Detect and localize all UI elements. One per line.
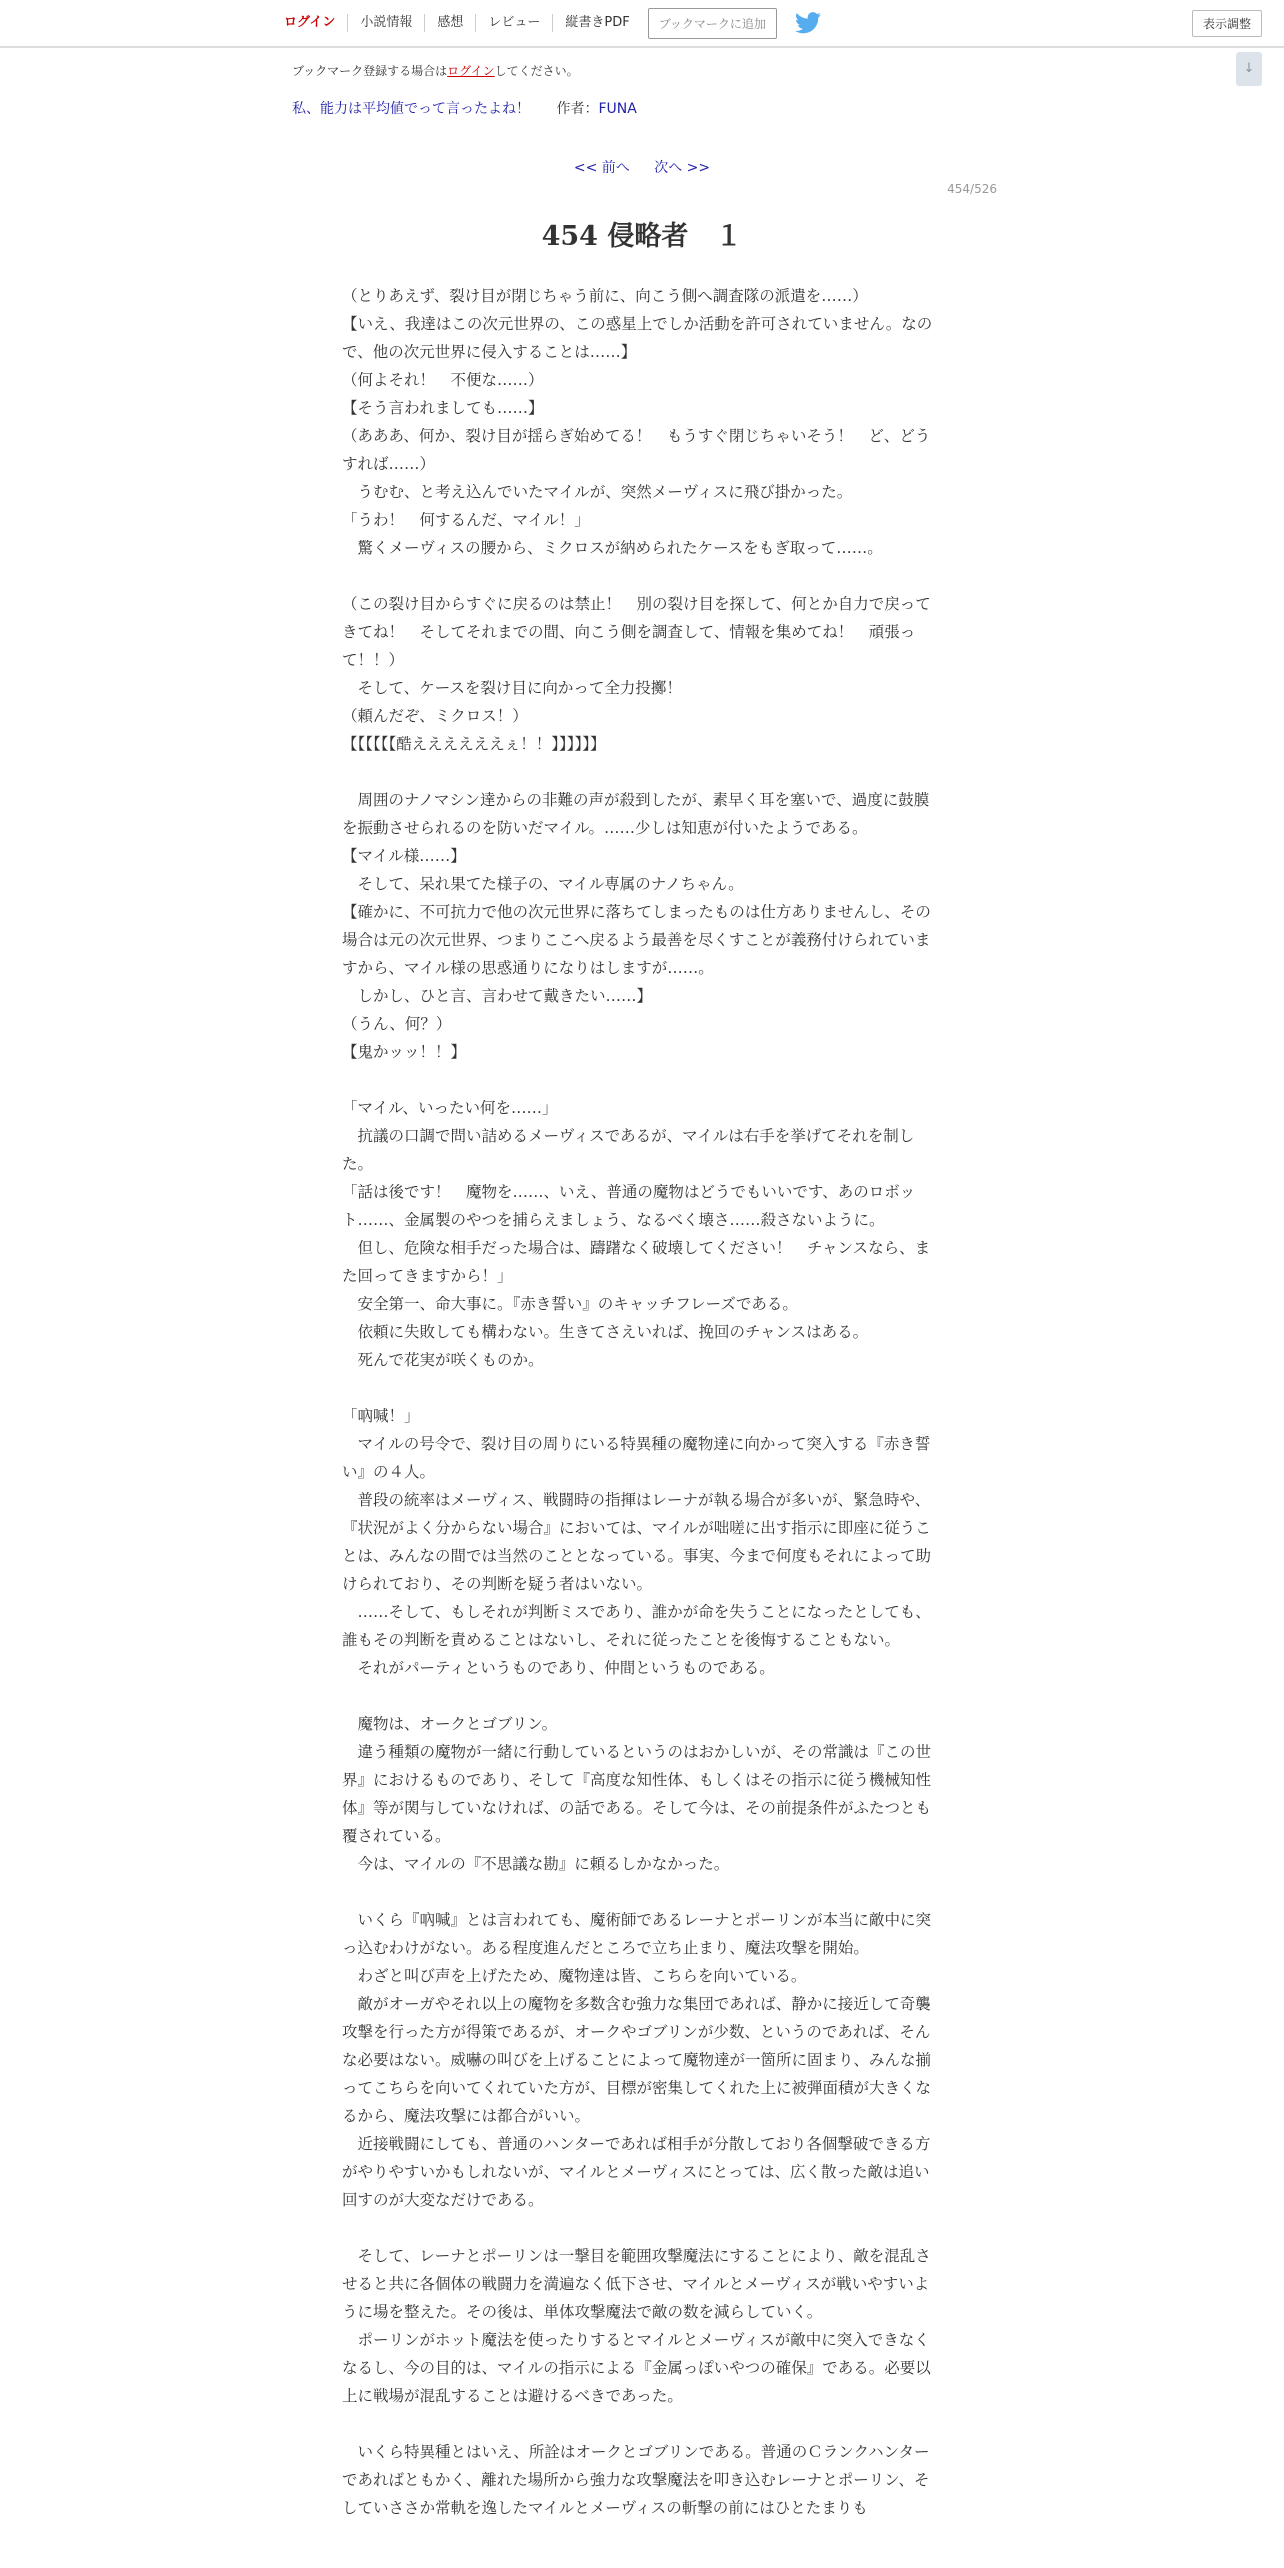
author-name-link[interactable]: FUNA	[598, 101, 637, 117]
body-paragraph: 【確かに、不可抗力で他の次元世界に落ちてしまったものは仕方ありませんし、その場合は元の次元世界、つまりここへ戻るよう最善を尽くすことが義務付けられていますから、マイル様の思惑通りになりはしますが……。	[342, 903, 931, 977]
chapter-title: 454 侵略者 １	[541, 221, 743, 252]
novel-info-link[interactable]: 小説情報	[347, 14, 424, 32]
blank-line	[342, 1878, 938, 1906]
body-paragraph: 依頼に失敗しても構わない。生きてさえいれば、挽回のチャンスはある。	[342, 1323, 869, 1341]
bookmark-login-notice	[292, 62, 579, 79]
novel-title-link[interactable]: 私、能力は平均値でって言ったよね！	[292, 101, 530, 117]
body-paragraph: いくら『吶喊』とは言われても、魔術師であるレーナとポーリンが本当に敵中に突っ込むわけがない。ある程度進んだところで立ち止まり、魔法攻撃を開始。	[342, 1911, 932, 1957]
blank-line	[342, 1374, 938, 1402]
display-settings-button[interactable]: 表示調整	[1192, 10, 1262, 37]
body-paragraph: （この裂け目からすぐに戻るのは禁止！ 別の裂け目を探して、何とか自力で戻ってきてね！ そしてそれまでの間、向こう側を調査して、情報を集めてね！ 頑張って！！）	[342, 595, 931, 669]
body-paragraph: そして、ケースを裂け目に向かって全力投擲！	[342, 679, 682, 697]
body-paragraph: 「マイル、いったい何を……」	[342, 1099, 558, 1117]
blank-line	[342, 1682, 938, 1710]
body-paragraph: 敵がオーガやそれ以上の魔物を多数含む強力な集団であれば、静かに接近して奇襲攻撃を行った方が得策であるが、オークやゴブリンが少数、というのであれば、そんな必要はない。威嚇の叫びを上げることによって魔物達が一箇所に固まり、みんな揃ってこちらを向いてくれていた方が、目標が密集してくれた上に被弾面積が大きくなるから、魔法攻撃には都合がいい。	[342, 1995, 932, 2125]
vertical-pdf-link[interactable]: 縦書きPDF	[552, 14, 641, 32]
body-paragraph: 死んで花実が咲くものか。	[342, 1351, 544, 1369]
blank-line	[342, 2410, 938, 2438]
top-navigation-bar	[0, 0, 1284, 48]
body-paragraph: 違う種類の魔物が一緒に行動しているというのはおかしいが、その常識は『この世界』におけるものであり、そして『高度な知性体、もしくはその指示に従う機械知性体』等が関与していなければ、の話である。そして今は、その前提条件がふたつとも覆されている。	[342, 1743, 932, 1845]
author-label: 作者：	[556, 101, 599, 117]
body-paragraph: 「うわ！ 何するんだ、マイル！」	[342, 511, 590, 529]
body-paragraph: 驚くメーヴィスの腰から、ミクロスが納められたケースをもぎ取って……。	[342, 539, 883, 557]
body-paragraph: マイルの号令で、裂け目の周りにいる特異種の魔物達に向かって突入する『赤き誓い』の４人。	[342, 1435, 931, 1481]
body-paragraph: 【そう言われましても……】	[342, 399, 544, 417]
body-paragraph: （とりあえず、裂け目が閉じちゃう前に、向こう側へ調査隊の派遣を……）	[342, 287, 868, 305]
scroll-down-icon[interactable]: ↓	[1236, 52, 1262, 86]
body-paragraph: （頼んだぞ、ミクロス！）	[342, 707, 528, 725]
header-nav	[272, 0, 821, 46]
body-paragraph: （あああ、何か、裂け目が揺らぎ始めてる！ もうすぐ閉じちゃいそう！ ど、どうすれば……）	[342, 427, 931, 473]
blank-line	[342, 2214, 938, 2242]
body-paragraph: 今は、マイルの『不思議な勘』に頼るしかなかった。	[342, 1855, 730, 1873]
notice-text-pre: ブックマーク登録する場合は	[292, 64, 448, 78]
body-paragraph: （うん、何？）	[342, 1015, 452, 1033]
body-paragraph: 普段の統率はメーヴィス、戦闘時の指揮はレーナが執る場合が多いが、緊急時や、『状況がよく分からない場合』においては、マイルが咄嗟に出す指示に即座に従うことは、みんなの間では当然のこととなっている。事実、今まで何度もそれによって助けられており、その判断を疑う者はいない。	[342, 1491, 932, 1593]
login-link[interactable]: ログイン	[284, 15, 336, 30]
body-paragraph: ポーリンがホット魔法を使ったりするとマイルとメーヴィスが敵中に突入できなくなるし、今の目的は、マイルの指示による『金属っぽいやつの確保』である。必要以上に戦場が混乱することは避けるべきであった。	[342, 2331, 931, 2405]
body-paragraph: 【いえ、我達はこの次元世界の、この惑星上でしか活動を許可されていません。なので、他の次元世界に侵入することは……】	[342, 315, 933, 361]
body-paragraph: ……そして、もしそれが判断ミスであり、誰かが命を失うことになったとしても、誰もその判断を責めることはないし、それに従ったことを後悔することもない。	[342, 1603, 931, 1649]
twitter-icon[interactable]	[795, 12, 821, 34]
body-paragraph: そして、呆れ果てた様子の、マイル専属のナノちゃん。	[342, 875, 744, 893]
add-bookmark-button[interactable]: ブックマークに追加	[648, 8, 777, 39]
body-paragraph: 抗議の口調で問い詰めるメーヴィスであるが、マイルは右手を挙げてそれを制した。	[342, 1127, 915, 1173]
body-paragraph: （何よそれ！ 不便な……）	[342, 371, 544, 389]
chapter-counter: 454/526	[947, 182, 997, 196]
blank-line	[342, 1066, 938, 1094]
novel-header	[292, 98, 637, 118]
prev-chapter-link[interactable]: << 前へ	[573, 160, 630, 176]
body-paragraph: 「話は後です！ 魔物を……、いえ、普通の魔物はどうでもいいです、あのロボット……、金属製のやつを捕らえましょう、なるべく壊さ……殺さないように。	[342, 1183, 916, 1229]
body-paragraph: 「吶喊！」	[342, 1407, 420, 1425]
notice-login-link[interactable]: ログイン	[447, 64, 495, 78]
body-paragraph: 安全第一、命大事に。『赤き誓い』のキャッチフレーズである。	[342, 1295, 798, 1313]
body-paragraph: 但し、危険な相手だった場合は、躊躇なく破壊してください！ チャンスなら、また回ってきますから！」	[342, 1239, 931, 1285]
chapter-pager	[0, 157, 1284, 177]
impressions-link[interactable]: 感想	[424, 14, 475, 32]
body-paragraph: それがパーティというものであり、仲間というものである。	[342, 1659, 775, 1677]
body-paragraph: 【鬼かッッ！！】	[342, 1043, 467, 1061]
chapter-body	[342, 282, 938, 2522]
blank-line	[342, 758, 938, 786]
body-paragraph: うむむ、と考え込んでいたマイルが、突然メーヴィスに飛び掛かった。	[342, 483, 853, 501]
body-paragraph: わざと叫び声を上げたため、魔物達は皆、こちらを向いている。	[342, 1967, 807, 1985]
review-link[interactable]: レビュー	[475, 14, 552, 32]
body-paragraph: 【マイル様……】	[342, 847, 466, 865]
notice-text-post: してください。	[494, 64, 579, 78]
body-paragraph: 魔物は、オークとゴブリン。	[342, 1715, 558, 1733]
body-paragraph: しかし、ひと言、言わせて戴きたい……】	[342, 987, 653, 1005]
body-paragraph: いくら特異種とはいえ、所詮はオークとゴブリンである。普通のＣランクハンターであればともかく、離れた場所から強力な攻撃魔法を叩き込むレーナとポーリン、そしていささか常軌を逸したマイルとメーヴィスの斬撃の前にはひとたまりも	[342, 2443, 930, 2517]
body-paragraph: 【【【【【【酷ええええええぇ！！】】】】】】	[342, 735, 606, 753]
next-chapter-link[interactable]: 次へ >>	[654, 160, 711, 176]
body-paragraph: 周囲のナノマシン達からの非難の声が殺到したが、素早く耳を塞いで、過度に鼓膜を振動させられるのを防いだマイル。……少しは知恵が付いたようである。	[342, 791, 930, 837]
blank-line	[342, 562, 938, 590]
body-paragraph: そして、レーナとポーリンは一撃目を範囲攻撃魔法にすることにより、敵を混乱させると共に各個体の戦闘力を満遍なく低下させ、マイルとメーヴィスが戦いやすいように場を整えた。その後は、単体攻撃魔法で敵の数を減らしていく。	[342, 2247, 931, 2321]
body-paragraph: 近接戦闘にしても、普通のハンターであれば相手が分散しており各個撃破できる方がやりやすいかもしれないが、マイルとメーヴィスにとっては、広く散った敵は追い回すのが大変なだけである。	[342, 2135, 931, 2209]
